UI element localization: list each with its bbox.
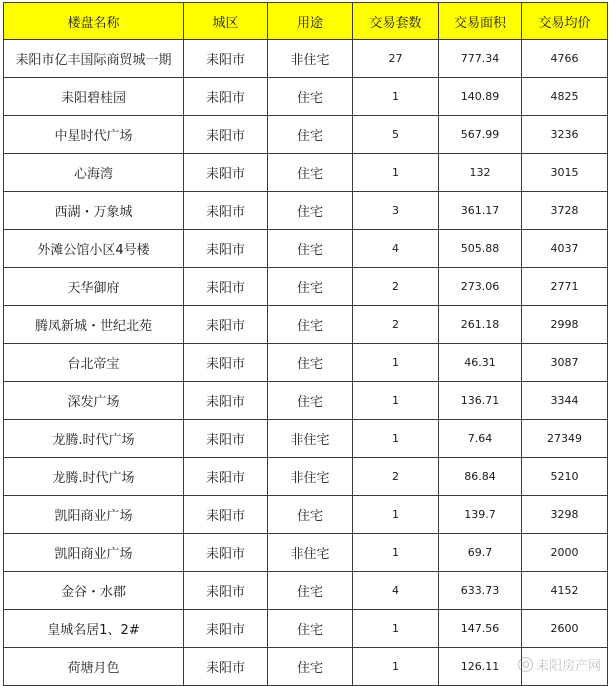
cell-project-name: 荷塘月色: [4, 648, 184, 686]
cell-district: 耒阳市: [184, 306, 268, 344]
cell-district: 耒阳市: [184, 572, 268, 610]
cell-project-name: 外滩公馆小区4号楼: [4, 230, 184, 268]
cell-usage: 住宅: [268, 116, 353, 154]
cell-avg-price: 3087: [522, 344, 608, 382]
cell-project-name: 金谷・水郡: [4, 572, 184, 610]
cell-area: 136.71: [439, 382, 522, 420]
cell-usage: 住宅: [268, 572, 353, 610]
cell-project-name: 深发广场: [4, 382, 184, 420]
cell-project-name: 龙腾.时代广场: [4, 420, 184, 458]
header-district: 城区: [184, 3, 268, 40]
header-units-sold: 交易套数: [353, 3, 439, 40]
table-row: [4, 610, 608, 648]
cell-units-sold: 2: [353, 268, 439, 306]
header-avg-price: 交易均价: [522, 3, 608, 40]
cell-avg-price: 3236: [522, 116, 608, 154]
cell-district: 耒阳市: [184, 610, 268, 648]
cell-district: 耒阳市: [184, 382, 268, 420]
cell-avg-price: 3015: [522, 154, 608, 192]
cell-avg-price: 2771: [522, 268, 608, 306]
cell-district: 耒阳市: [184, 78, 268, 116]
cell-usage: 非住宅: [268, 40, 353, 78]
cell-district: 耒阳市: [184, 534, 268, 572]
watermark: [518, 655, 601, 674]
cell-project-name: 中星时代广场: [4, 116, 184, 154]
header-area: 交易面积: [439, 3, 522, 40]
cell-usage: 住宅: [268, 230, 353, 268]
cell-area: 7.64: [439, 420, 522, 458]
cell-area: 147.56: [439, 610, 522, 648]
cell-units-sold: 1: [353, 78, 439, 116]
cell-usage: 住宅: [268, 154, 353, 192]
cell-usage: 住宅: [268, 496, 353, 534]
table-row: [4, 40, 608, 78]
cell-project-name: 台北帝宝: [4, 344, 184, 382]
cell-usage: 住宅: [268, 382, 353, 420]
cell-units-sold: 1: [353, 344, 439, 382]
cell-area: 86.84: [439, 458, 522, 496]
cell-usage: 住宅: [268, 344, 353, 382]
cell-usage: 住宅: [268, 306, 353, 344]
cell-area: 567.99: [439, 116, 522, 154]
cell-avg-price: 2000: [522, 534, 608, 572]
table-row: [4, 116, 608, 154]
transaction-table: [3, 2, 608, 686]
table-row: [4, 572, 608, 610]
cell-project-name: 龙腾.时代广场: [4, 458, 184, 496]
cell-usage: 非住宅: [268, 420, 353, 458]
cell-units-sold: 1: [353, 648, 439, 686]
cell-avg-price: 2600: [522, 610, 608, 648]
cell-units-sold: 5: [353, 116, 439, 154]
table-row: [4, 534, 608, 572]
cell-usage: 非住宅: [268, 458, 353, 496]
watermark-text: 耒阳房产网: [535, 659, 601, 674]
cell-district: 耒阳市: [184, 458, 268, 496]
cell-district: 耒阳市: [184, 268, 268, 306]
cell-units-sold: 4: [353, 572, 439, 610]
cell-units-sold: 1: [353, 154, 439, 192]
cell-units-sold: 1: [353, 496, 439, 534]
cell-area: 361.17: [439, 192, 522, 230]
table-row: [4, 496, 608, 534]
cell-avg-price: 4037: [522, 230, 608, 268]
header-usage: 用途: [268, 3, 353, 40]
weibo-logo-icon: [518, 657, 533, 672]
cell-area: 46.31: [439, 344, 522, 382]
table-row: [4, 192, 608, 230]
cell-avg-price: 4766: [522, 40, 608, 78]
cell-project-name: 耒阳市亿丰国际商贸城一期: [4, 40, 184, 78]
cell-area: 140.89: [439, 78, 522, 116]
cell-project-name: 心海湾: [4, 154, 184, 192]
cell-usage: 住宅: [268, 610, 353, 648]
cell-project-name: 天华御府: [4, 268, 184, 306]
cell-units-sold: 1: [353, 382, 439, 420]
table-row: [4, 420, 608, 458]
cell-units-sold: 4: [353, 230, 439, 268]
cell-avg-price: 3344: [522, 382, 608, 420]
cell-district: 耒阳市: [184, 192, 268, 230]
cell-area: 273.06: [439, 268, 522, 306]
cell-area: 261.18: [439, 306, 522, 344]
cell-district: 耒阳市: [184, 496, 268, 534]
table-body: [4, 40, 608, 686]
cell-area: 505.88: [439, 230, 522, 268]
header-project-name: 楼盘名称: [4, 3, 184, 40]
cell-units-sold: 27: [353, 40, 439, 78]
cell-area: 777.34: [439, 40, 522, 78]
cell-usage: 住宅: [268, 648, 353, 686]
cell-district: 耒阳市: [184, 40, 268, 78]
table-row: [4, 78, 608, 116]
cell-avg-price: 4152: [522, 572, 608, 610]
table-row: [4, 382, 608, 420]
table-row: [4, 230, 608, 268]
table-row: [4, 458, 608, 496]
cell-project-name: 西湖・万象城: [4, 192, 184, 230]
cell-area: 139.7: [439, 496, 522, 534]
cell-district: 耒阳市: [184, 154, 268, 192]
cell-units-sold: 2: [353, 306, 439, 344]
cell-units-sold: 1: [353, 610, 439, 648]
cell-area: 69.7: [439, 534, 522, 572]
cell-usage: 住宅: [268, 78, 353, 116]
table-row: [4, 344, 608, 382]
cell-project-name: 耒阳碧桂园: [4, 78, 184, 116]
cell-district: 耒阳市: [184, 116, 268, 154]
cell-units-sold: 3: [353, 192, 439, 230]
cell-usage: 住宅: [268, 268, 353, 306]
cell-avg-price: 3298: [522, 496, 608, 534]
table-row: [4, 648, 608, 686]
cell-avg-price: 27349: [522, 420, 608, 458]
cell-avg-price: 4825: [522, 78, 608, 116]
cell-project-name: 凯阳商业广场: [4, 534, 184, 572]
table-row: [4, 306, 608, 344]
cell-district: 耒阳市: [184, 344, 268, 382]
cell-units-sold: 1: [353, 420, 439, 458]
cell-avg-price: 2998: [522, 306, 608, 344]
cell-units-sold: 1: [353, 534, 439, 572]
cell-usage: 住宅: [268, 192, 353, 230]
cell-avg-price: 5210: [522, 458, 608, 496]
table-row: [4, 268, 608, 306]
cell-area: 132: [439, 154, 522, 192]
cell-project-name: 皇城名居1、2#: [4, 610, 184, 648]
cell-project-name: 腾凤新城・世纪北苑: [4, 306, 184, 344]
cell-project-name: 凯阳商业广场: [4, 496, 184, 534]
cell-district: 耒阳市: [184, 648, 268, 686]
table-row: [4, 154, 608, 192]
cell-usage: 非住宅: [268, 534, 353, 572]
cell-district: 耒阳市: [184, 420, 268, 458]
cell-area: 633.73: [439, 572, 522, 610]
header-row: [4, 3, 608, 40]
cell-avg-price: 3728: [522, 192, 608, 230]
cell-units-sold: 2: [353, 458, 439, 496]
cell-district: 耒阳市: [184, 230, 268, 268]
cell-area: 126.11: [439, 648, 522, 686]
